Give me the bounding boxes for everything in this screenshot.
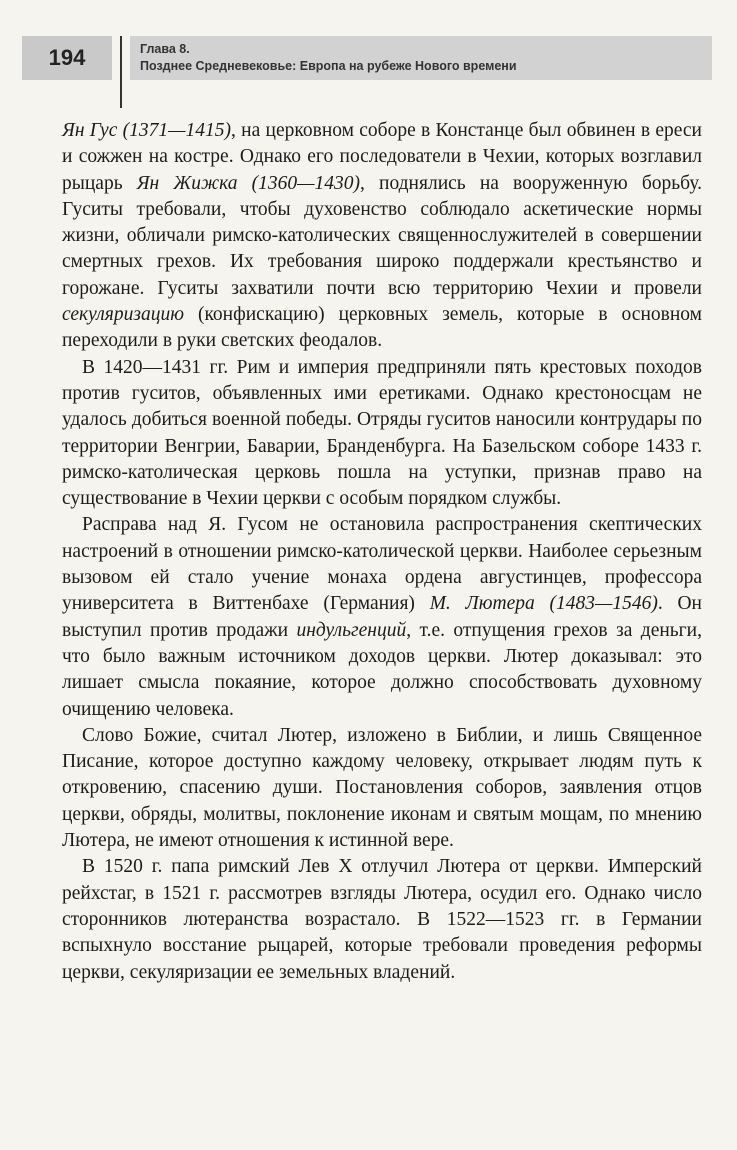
header-divider (120, 36, 122, 108)
italic-term: Ян Гус (1371—1415) (62, 120, 231, 141)
page-number: 194 (22, 36, 112, 80)
paragraph (62, 854, 702, 985)
chapter-title: Позднее Средневековье: Европа на рубеже Нового времени (140, 59, 517, 73)
text-run: В 1520 г. папа римский Лев X отлучил Лютера от церкви. Имперский рейхстаг, в 1521 г. рассмотрев взгляды Лютера, осудил его. Однако число сторонников лютеранства возрастало. В 1522—1523 гг. в Германии вспыхнуло восстание рыцарей, которые требовали проведения реформы церкви, секуляризации ее земельных владений. (62, 856, 702, 983)
text-run: Расправа над Я. Гусом не остановила распространения скептических настроений в отношении римско-католической церкви. Наиболее серьезным вызовом ей стало учение монаха ордена августинцев, профессора университета в Виттенбахе (Германия) (62, 514, 702, 615)
paragraph (62, 723, 702, 854)
paragraph (62, 118, 702, 355)
running-head (130, 36, 712, 80)
text-run: Слово Божие, считал Лютер, изложено в Библии, и лишь Священное Писание, которое доступно каждому человеку, открывает людям путь к откровению, спасению души. Постановления соборов, заявления отцов церкви, обряды, молитвы, поклонение иконам и святым мощам, по мнению Лютера, не имеют отношения к истинной вере. (62, 724, 702, 852)
text-run: . Он выступил против продажи (62, 593, 702, 641)
text-run: В 1420—1431 гг. Рим и империя предприняли пять крестовых походов против гуситов, объявленных ими еретиками. Однако крестоносцам не удалось добиться военной победы. Отряды гуситов наносили контрудары по территории Венгрии, Баварии, Бранденбурга. На Базельском соборе 1433 г. римско-католическая церковь пошла на уступки, признав право на существование в Чехии церкви с особым порядком службы. (62, 356, 702, 510)
text-run: , поднялись на вооруженную борьбу. Гуситы требовали, чтобы духовенство соблюдало аскетические нормы жизни, обличали римско-католических священнослужителей в совершении смертных грехов. Их требования широко поддержали крестьянство и горожане. Гуситы захватили почти всю территорию Чехии и провели (62, 172, 702, 299)
text-run: (конфискацию) церковных земель, которые в основном переходили в руки светских феодалов. (62, 304, 702, 352)
paragraph (62, 512, 702, 722)
italic-term: индульгенций (296, 619, 407, 641)
italic-term: Ян Жижка (1360—1430) (136, 172, 360, 194)
chapter-label: Глава 8. (140, 42, 190, 56)
body-text (62, 118, 702, 986)
page-header (22, 36, 712, 80)
italic-term: М. Лютера (1483—1546) (429, 593, 658, 615)
paragraph (62, 355, 702, 513)
italic-term: секуляризацию (62, 304, 184, 326)
text-run: , т.е. отпущения грехов за деньги, что было важным источником доходов церкви. Лютер доказывал: это лишает смысла покаяние, которое должно способствовать духовному очищению человека. (62, 619, 702, 720)
text-run: , на церковном соборе в Констанце был обвинен в ереси и сожжен на костре. Однако его последователи в Чехии, которых возглавил рыцарь (62, 120, 702, 194)
